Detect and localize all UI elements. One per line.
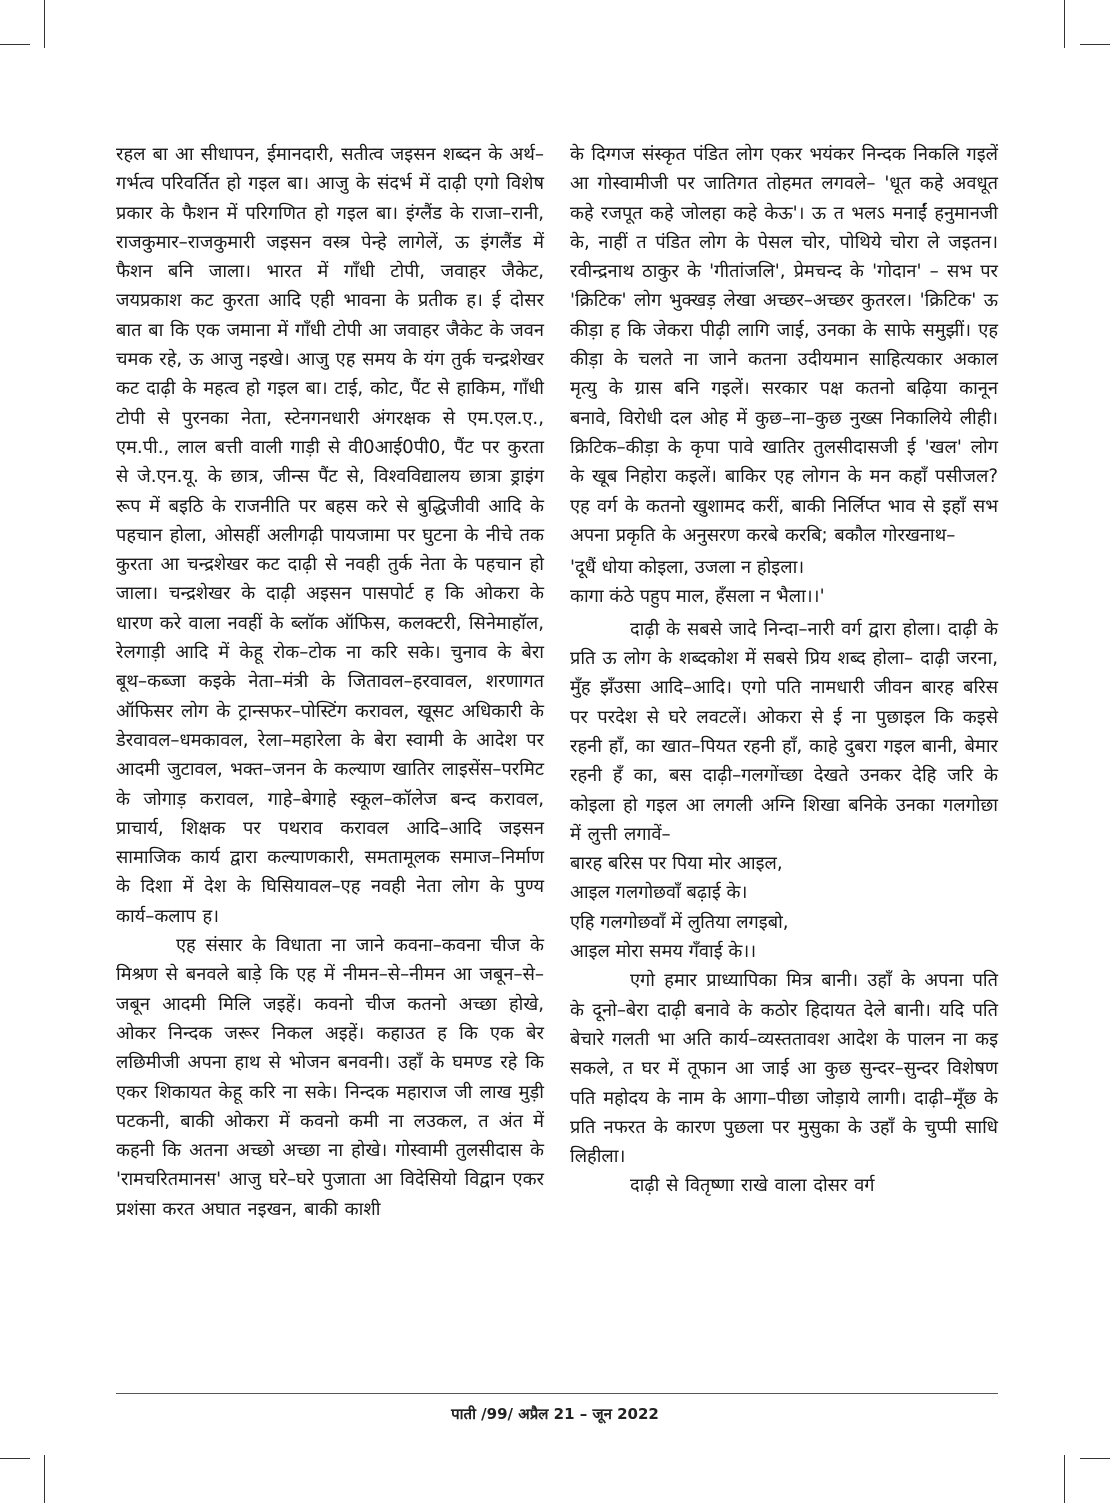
- crop-mark-top-right-h: [1080, 44, 1110, 45]
- footer-divider: [116, 1393, 998, 1394]
- crop-mark-bottom-left-v: [44, 1455, 45, 1503]
- verse-2-line-3: एहि गलगोछवाँ में लुतिया लगइबो,: [570, 911, 789, 933]
- crop-mark-bottom-left-h: [0, 1458, 30, 1459]
- verse-1-line-1: 'दूधैं धोया कोइला, उजला न होइला।: [570, 557, 805, 579]
- left-paragraph-2: एह संसार के विधाता ना जाने कवना–कवना चीज के मिश्रण से बनवले बाड़े कि एह में नीमन–से–नीमन आ जबून–से–जबून आदमी मिलि जइहें। कवनो चीज कतनो अच्छा होखे, ओकर निन्दक जरूर निकल अइहें। कहाउत ह कि एक बेर लछिमीजी अपना हाथ से भोजन बनवनी। उहाँ के घमण्ड रहे कि एकर शिकायत केहू करि ना सके। निन्दक महाराज जी लाख मुड़ी पटकनी, बाकी ओकरा में कवनो कमी ना लउकल, त अंत में कहनी कि अतना अच्छो अच्छा ना होखे। गोस्वामी तुलसीदास के 'रामचरितमानस' आजु घरे–घरे पुजाता आ विदेसियो विद्वान एकर प्रशंसा करत अघात नइखन, बाकी काशी: [116, 935, 544, 1220]
- right-paragraph-2: दाढ़ी के सबसे जादे निन्दा–नारी वर्ग द्वारा होला। दाढ़ी के प्रति ऊ लोग के शब्दकोश में सबसे प्रिय शब्द होला– दाढ़ी जरना, मुँह झँउसा आदि–आदि। एगो पति नामधारी जीवन बारह बरिस पर परदेश से घरे लवटलें। ओकरा से ई ना पुछाइल कि कइसे रहनी हाँ, का खात–पियत रहनी हाँ, काहे दुबरा गइल बानी, बेमार रहनी हँ का, बस दाढ़ी–गलगोंच्छा देखते उनकर देहि जरि के कोइला हो गइल आ लगली अग्नि शिखा बनिके उनका गलगोछा में लुत्ती लगावें–: [570, 618, 998, 845]
- right-paragraph-4: दाढ़ी से वितृष्णा राखे वाला दोसर वर्ग: [630, 1175, 875, 1197]
- verse-1-line-2: कागा कंठे पहुप माल, हँसला न भैला।।': [570, 586, 825, 608]
- right-paragraph-3: एगो हमार प्राध्यापिका मित्र बानी। उहाँ के अपना पति के दूनो–बेरा दाढ़ी बनावे के कठोर हिदायत देले बानी। यदि पति बेचारे गलती भा अति कार्य–व्यस्ततावश आदेश के पालन ना कइ सकले, त घर में तूफान आ जाई आ कुछ सुन्दर–सुन्दर विशेषण पति महोदय के नाम के आगा–पीछा जोड़ाये लागी। दाढ़ी–मूँछ के प्रति नफरत के कारण पुछला पर मुसुका के उहाँ के चुप्पी साधि लिहीला।: [570, 970, 998, 1168]
- left-paragraph-1: रहल बा आ सीधापन, ईमानदारी, सतीत्व जइसन शब्दन के अर्थ–गर्भत्व परिवर्तित हो गइल बा। आजु के संदर्भ में दाढ़ी एगो विशेष प्रकार के फैशन में परिगणित हो गइल बा। इंग्लैंड के राजा–रानी, राजकुमार–राजकुमारी जइसन वस्त्र पेन्हे लागेलें, ऊ इंगलैंड में फैशन बनि जाला। भारत में गाँधी टोपी, जवाहर जैकेट, जयप्रकाश कट कुरता आदि एही भावना के प्रतीक ह। ई दोसर बात बा कि एक जमाना में गाँधी टोपी आ जवाहर जैकेट के जवन चमक रहे, ऊ आजु नइखे। आजु एह समय के यंग तुर्क चन्द्रशेखर कट दाढ़ी के महत्व हो गइल बा। टाई, कोट, पैंट से हाकिम, गाँधी टोपी से पुरनका नेता, स्टेनगनधारी अंगरक्षक से एम.एल.ए., एम.पी., लाल बत्ती वाली गाड़ी से वी0आई0पी0, पैंट पर कुरता से जे.एन.यू. के छात्र, जीन्स पैंट से, विश्वविद्यालय छात्रा ड्राइंग रूप में बइठि के राजनीति पर बहस करे से बुद्धिजीवी आदि के पहचान होला, ओसहीं अलीगढ़ी पायजामा पर घुटना के नीचे तक कुरता आ चन्द्रशेखर कट दाढ़ी से नवही तुर्क नेता के पहचान हो जाला। चन्द्रशेखर के दाढ़ी अइसन पासपोर्ट ह कि ओकरा के धारण करे वाला नवहीं के ब्लॉक ऑफिस, कलक्टरी, सिनेमाहॉल, रेलगाड़ी आदि में केहू रोक–टोक ना करि सके। चुनाव के बेरा बूथ–कब्जा कइके नेता–मंत्री के जितावल–हरवावल, शरणागत ऑफिसर लोग के ट्रान्सफर–पोस्टिंग करावल, खूसट अधिकारी के डेरवावल–धमकावल, रेला–महारेला के बेरा स्वामी के आदेश पर आदमी जुटावल, भक्त–जनन के कल्याण खातिर लाइसेंस–परमिट के जोगाड़ करावल, गाहे–बेगाहे स्कूल–कॉलेज बन्द करावल, प्राचार्य, शिक्षक पर पथराव करावल आदि–आदि जइसन सामाजिक कार्य द्वारा कल्याणकारी, समतामूलक समाज–निर्माण के दिशा में देश के घिसियावल–एह नवही नेता लोग के पुण्य कार्य–कलाप ह।: [116, 144, 544, 927]
- crop-mark-bottom-right-h: [1080, 1458, 1110, 1459]
- right-paragraph-1: के दिग्गज संस्कृत पंडित लोग एकर भयंकर निन्दक निकलि गइलें आ गोस्वामीजी पर जातिगत तोहमत लगवले– 'धूत कहे अवधूत कहे रजपूत कहे जोलहा कहे केऊ'। ऊ त भलऽ मनाईं हनुमानजी के, नाहीं त पंडित लोग के पेसल चोर, पोथिये चोरा ले जइतन। रवीन्द्रनाथ ठाकुर के 'गीतांजलि', प्रेमचन्द के 'गोदान' – सभ पर 'क्रिटिक' लोग भुक्खड़ लेखा अच्छर–अच्छर कुतरल। 'क्रिटिक' ऊ कीड़ा ह कि जेकरा पीढ़ी लागि जाई, उनका के साफे समुझीं। एह कीड़ा के चलते ना जाने कतना उदीयमान साहित्यकार अकाल मृत्यु के ग्रास बनि गइलें। सरकार पक्ष कतनो बढ़िया कानून बनावे, विरोधी दल ओह में कुछ–ना–कुछ नुख्स निकालिये लीही। क्रिटिक–कीड़ा के कृपा पावे खातिर तुलसीदासजी ई 'खल' लोग के खूब निहोरा कइलें। बाकिर एह लोगन के मन कहाँ पसीजल? एह वर्ग के कतनो खुशामद करीं, बाकी निर्लिप्त भाव से इहाँ सभ अपना प्रकृति के अनुसरण करबे करबि; बकौल गोरखनाथ–: [570, 144, 998, 546]
- crop-mark-top-left-h: [0, 44, 30, 45]
- left-column: [116, 140, 544, 1224]
- page-footer: पाती /99/ अप्रैल 21 – जून 2022: [451, 1405, 659, 1423]
- right-column: [570, 140, 998, 1201]
- crop-mark-top-left-v: [44, 0, 45, 48]
- crop-mark-bottom-right-v: [1064, 1455, 1065, 1503]
- verse-2-line-1: बारह बरिस पर पिया मोर आइल,: [570, 853, 783, 875]
- verse-2-line-4: आइल मोरा समय गँवाई के।।: [570, 941, 757, 963]
- crop-mark-top-right-v: [1064, 0, 1065, 48]
- verse-2-line-2: आइल गलगोछवाँ बढ़ाई के।: [570, 882, 748, 904]
